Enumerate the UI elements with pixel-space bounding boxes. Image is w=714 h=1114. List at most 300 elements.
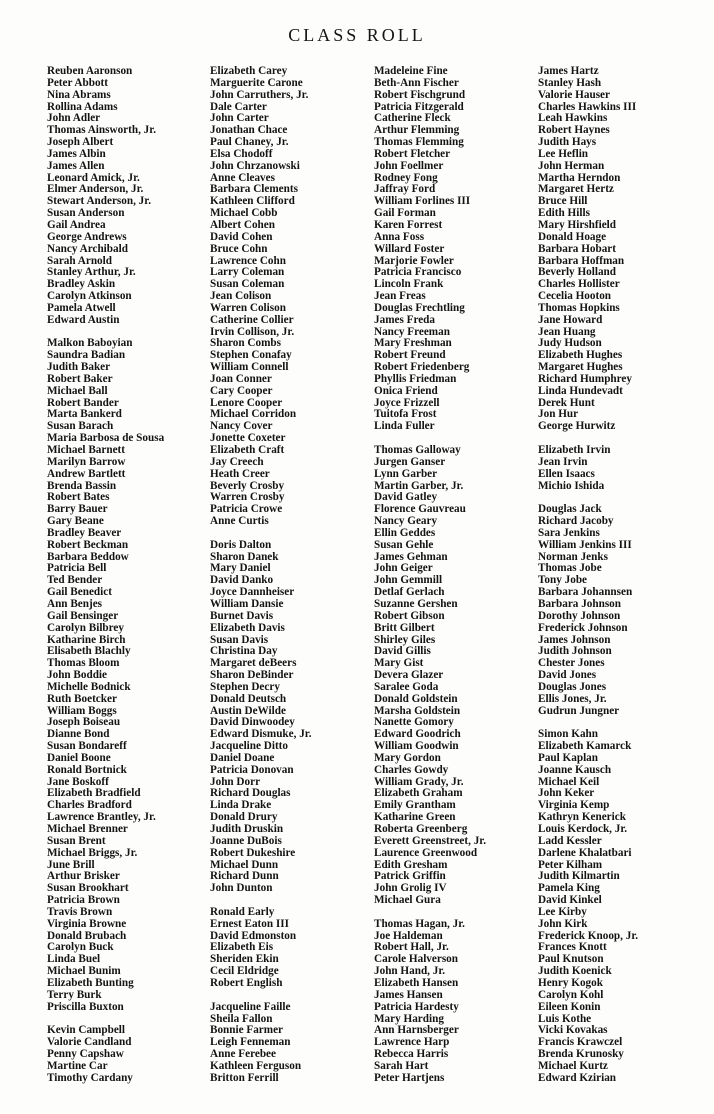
roll-column-4 xyxy=(538,66,638,1085)
student-name: Tuitofa Frost xyxy=(374,408,437,421)
student-name: Jacqueline Ditto xyxy=(210,740,288,753)
student-name: Mary Hirshfield xyxy=(538,218,616,231)
student-name: Kathleen Clifford xyxy=(210,195,295,208)
student-name: Florence Gauvreau xyxy=(374,503,466,516)
student-name: Pamela Atwell xyxy=(47,301,116,314)
student-name: Robert Gibson xyxy=(374,609,445,622)
student-name: Austin DeWilde xyxy=(210,704,286,717)
student-name: Robert Friedenberg xyxy=(374,361,470,374)
student-name: Warren Colison xyxy=(210,301,286,314)
student-name: Marsha Goldstein xyxy=(374,704,461,717)
student-name: Lenore Cooper xyxy=(210,396,283,409)
name-group xyxy=(47,66,164,327)
student-name: Peter Hartjens xyxy=(374,1071,445,1084)
student-name: Sarah Arnold xyxy=(47,254,112,267)
student-name: Robert English xyxy=(210,976,283,989)
student-name: Linda Hundevadt xyxy=(538,384,623,397)
student-name: Charles Hollister xyxy=(538,278,620,291)
student-name: Thomas Bloom xyxy=(47,657,120,670)
student-name: Susan Brent xyxy=(47,834,106,847)
student-name: Andrew Bartlett xyxy=(47,467,126,480)
student-name: Charles Hawkins III xyxy=(538,100,637,113)
student-name: Douglas Jack xyxy=(538,503,602,516)
student-name: Jean Freas xyxy=(374,290,426,303)
student-name: Patricia Brown xyxy=(47,894,120,907)
student-name: Henry Kogok xyxy=(538,976,603,989)
student-name: Elizabeth Irvin xyxy=(538,444,611,456)
student-name: Gail Forman xyxy=(374,207,436,220)
student-name: Susan Barach xyxy=(47,420,114,433)
student-name: Elizabeth Kamarck xyxy=(538,740,632,753)
student-name: Pamela King xyxy=(538,882,600,895)
student-name: Joyce Frizzell xyxy=(374,396,440,409)
student-name: Terry Burk xyxy=(47,988,102,1001)
student-name: Warren Crosby xyxy=(210,491,285,504)
student-name: Joanne Kausch xyxy=(538,763,612,776)
student-name: Robert Bander xyxy=(47,396,119,409)
student-name: Margaret Hughes xyxy=(538,361,623,374)
student-name: Michael Ball xyxy=(47,384,108,397)
student-name: Ernest Eaton III xyxy=(210,917,289,930)
student-name: Roberta Greenberg xyxy=(374,823,468,835)
student-name: Sharon Combs xyxy=(210,337,281,350)
name-group xyxy=(538,729,638,1084)
student-name: Lee Heflin xyxy=(538,147,589,160)
student-name: Ellin Geddes xyxy=(374,526,436,539)
student-name: Patricia Hardesty xyxy=(374,1000,459,1013)
student-name: Bruce Cohn xyxy=(210,242,268,255)
student-name: Barry Bauer xyxy=(47,503,108,516)
student-name: Susan Coleman xyxy=(210,278,285,291)
student-name: Maria Barbosa de Sousa xyxy=(47,432,165,445)
student-name: Joyce Dannheiser xyxy=(210,586,295,599)
student-name: Donald Drury xyxy=(210,811,278,824)
student-name: Thomas Ainsworth, Jr. xyxy=(47,124,156,137)
student-name: Peter Kilham xyxy=(538,858,603,871)
student-name: Rodney Fong xyxy=(374,171,438,184)
student-name: Patricia Francisco xyxy=(374,266,462,279)
student-name: Phyllis Friedman xyxy=(374,372,457,385)
student-name: Detlaf Gerlach xyxy=(374,586,445,599)
student-name: Tony Jobe xyxy=(538,574,588,587)
student-name: Katharine Birch xyxy=(47,633,126,646)
student-name: Barbara Clements xyxy=(210,183,298,196)
student-name: Susan Davis xyxy=(210,633,269,646)
student-name: Judith Baker xyxy=(47,361,111,374)
student-name: Leigh Fenneman xyxy=(210,1036,291,1049)
student-name: Ruth Boetcker xyxy=(47,692,117,705)
student-name: Joan Conner xyxy=(210,372,272,385)
student-name: Albert Cohen xyxy=(210,218,275,231)
student-name: Jonette Coxeter xyxy=(210,432,286,445)
student-name: Douglas Jones xyxy=(538,680,607,693)
page-title: CLASS ROLL xyxy=(288,25,426,45)
student-name: Elizabeth Bradfield xyxy=(47,787,141,800)
student-name: David Danko xyxy=(210,574,274,587)
student-name: Jurgen Ganser xyxy=(374,455,446,468)
student-name: Ann Benjes xyxy=(47,597,103,610)
student-name: John Chrzanowski xyxy=(210,159,300,172)
student-name: Stephen Decry xyxy=(210,680,280,693)
student-name: William Forlines III xyxy=(374,195,471,208)
student-name: Simon Kahn xyxy=(538,728,599,741)
student-name: Edith Gresham xyxy=(374,858,448,871)
student-name: Arthur Flemming xyxy=(374,124,460,137)
student-name: John Grolig IV xyxy=(374,882,447,895)
student-name: Chester Jones xyxy=(538,657,605,670)
student-name: Stanley Hash xyxy=(538,76,602,89)
student-name: Catherine Fleck xyxy=(374,112,451,125)
name-group xyxy=(538,66,638,433)
student-name: John Dorr xyxy=(210,775,261,788)
student-name: Edward Dismuke, Jr. xyxy=(210,728,312,741)
student-name: Judith Johnson xyxy=(538,645,612,658)
student-name: Nanette Gomory xyxy=(374,716,454,729)
student-name: Nancy Cover xyxy=(210,420,273,433)
student-name: Daniel Doane xyxy=(210,751,275,764)
student-name: Dianne Bond xyxy=(47,728,110,741)
student-name: Barbara Hobart xyxy=(538,242,616,255)
student-name: Edward Austin xyxy=(47,313,120,326)
student-name: Jean Colison xyxy=(210,290,272,303)
student-name: Catherine Collier xyxy=(210,313,294,326)
student-name: Ronald Bortnick xyxy=(47,763,127,776)
student-name: Willard Foster xyxy=(374,242,445,255)
student-name: Robert Baker xyxy=(47,372,113,385)
student-name: Michael Cobb xyxy=(210,207,278,220)
student-name: Martha Herndon xyxy=(538,171,621,184)
student-name: Donald Goldstein xyxy=(374,692,458,705)
student-name: Eileen Konin xyxy=(538,1000,601,1013)
student-name: Judith Druskin xyxy=(210,823,284,835)
student-name: David Jones xyxy=(538,669,597,682)
student-name: William Grady, Jr. xyxy=(374,775,464,788)
student-name: Lee Kirby xyxy=(538,905,587,918)
student-name: Thomas Hopkins xyxy=(538,301,620,314)
student-name: Susan Gehle xyxy=(374,538,434,551)
student-name: Anne Ferebee xyxy=(210,1048,276,1061)
student-name: Everett Greenstreet, Jr. xyxy=(374,834,487,847)
student-name: James Johnson xyxy=(538,633,611,646)
name-group xyxy=(210,907,312,990)
name-group xyxy=(538,445,638,492)
student-name: Jean Irvin xyxy=(538,455,588,468)
student-name: Mary Freshman xyxy=(374,337,452,350)
student-name: Margaret Hertz xyxy=(538,183,614,196)
student-name: Sheila Fallon xyxy=(210,1012,273,1025)
name-group xyxy=(374,66,486,433)
student-name: Stephen Conafay xyxy=(210,349,292,362)
student-name: Mary Daniel xyxy=(210,562,271,575)
student-name: Martin Garber, Jr. xyxy=(374,479,464,492)
student-name: Paul Knutson xyxy=(538,953,604,966)
student-name: Elizabeth Carey xyxy=(210,65,288,77)
student-name: Lawrence Harp xyxy=(374,1036,450,1049)
roll-column-3 xyxy=(374,66,486,1085)
student-name: Barbara Johannsen xyxy=(538,586,633,599)
student-name: Anne Curtis xyxy=(210,515,269,528)
student-name: Marguerite Carone xyxy=(210,76,303,89)
student-name: Sarah Hart xyxy=(374,1059,429,1072)
student-name: Sara Jenkins xyxy=(538,526,600,539)
student-name: Nancy Geary xyxy=(374,515,438,528)
student-name: Kevin Campbell xyxy=(47,1024,126,1037)
name-group xyxy=(210,540,312,895)
student-name: George Andrews xyxy=(47,230,127,243)
student-name: William Connell xyxy=(210,361,289,374)
student-name: Patricia Donovan xyxy=(210,763,294,776)
student-name: Rebecca Harris xyxy=(374,1048,449,1061)
student-name: Jane Boskoff xyxy=(47,775,109,788)
student-name: Francis Krawczel xyxy=(538,1036,623,1049)
student-name: Mary Harding xyxy=(374,1012,444,1025)
student-name: Patricia Fitzgerald xyxy=(374,100,464,113)
student-name: Ann Harnsberger xyxy=(374,1024,459,1037)
student-name: Frederick Knoop, Jr. xyxy=(538,929,639,942)
student-name: Michael Gura xyxy=(374,894,441,907)
student-name: John Hand, Jr. xyxy=(374,965,446,978)
student-name: Elisabeth Blachly xyxy=(47,645,131,658)
student-name: Elizabeth Eis xyxy=(210,941,274,954)
student-name: Richard Humphrey xyxy=(538,372,632,385)
student-name: John Gemmill xyxy=(374,574,443,587)
student-name: Katharine Green xyxy=(374,811,456,824)
student-name: Karen Forrest xyxy=(374,218,443,231)
name-group xyxy=(374,445,486,907)
student-name: Bradley Askin xyxy=(47,278,116,291)
student-name: Elizabeth Graham xyxy=(374,787,463,800)
student-name: Barbara Beddow xyxy=(47,550,129,563)
student-name: Daniel Boone xyxy=(47,751,111,764)
student-name: Judith Hays xyxy=(538,136,597,149)
student-name: Richard Douglas xyxy=(210,787,291,800)
student-name: Michael Bunim xyxy=(47,965,121,978)
student-name: Derek Hunt xyxy=(538,396,595,409)
student-name: Heath Creer xyxy=(210,467,270,480)
student-name: Lawrence Cohn xyxy=(210,254,286,267)
student-name: Thomas Jobe xyxy=(538,562,602,575)
student-name: Mary Gordon xyxy=(374,751,441,764)
student-name: Valorie Candland xyxy=(47,1036,132,1049)
name-group xyxy=(47,1025,164,1084)
student-name: Judy Hudson xyxy=(538,337,602,350)
student-name: Joseph Boiseau xyxy=(47,716,121,729)
student-name: Lawrence Brantley, Jr. xyxy=(47,811,156,824)
student-name: Laurence Greenwood xyxy=(374,846,478,859)
student-name: Lincoln Frank xyxy=(374,278,444,291)
student-name: Cary Cooper xyxy=(210,384,273,397)
student-name: John Adler xyxy=(47,112,101,125)
student-name: Mary Gist xyxy=(374,657,424,670)
student-name: Beverly Holland xyxy=(538,266,617,279)
student-name: Ted Bender xyxy=(47,574,103,587)
student-name: Lynn Garber xyxy=(374,467,438,480)
student-name: Suzanne Gershen xyxy=(374,597,458,610)
student-name: John Keker xyxy=(538,787,595,800)
student-name: Gail Benedict xyxy=(47,586,112,599)
student-name: David Gillis xyxy=(374,645,431,658)
student-name: James Freda xyxy=(374,313,436,326)
student-name: Donald Brubach xyxy=(47,929,127,942)
student-name: Marjorie Fowler xyxy=(374,254,454,267)
student-name: Elizabeth Bunting xyxy=(47,976,134,989)
student-name: David Edmonston xyxy=(210,929,297,942)
student-name: Robert Dukeshire xyxy=(210,846,296,859)
student-name: Carolyn Buck xyxy=(47,941,114,954)
student-name: Michio Ishida xyxy=(538,479,605,492)
student-name: Dale Carter xyxy=(210,100,267,113)
student-name: Judith Kilmartin xyxy=(538,870,620,883)
student-name: Jon Hur xyxy=(538,408,579,421)
student-name: Michael Dunn xyxy=(210,858,279,871)
student-name: Edith Hills xyxy=(538,207,590,220)
student-name: Richard Dunn xyxy=(210,870,279,883)
student-name: Luis Kothe xyxy=(538,1012,592,1025)
student-name: James Albin xyxy=(47,147,106,160)
student-name: Stewart Anderson, Jr. xyxy=(47,195,152,208)
student-name: Cecelia Hooton xyxy=(538,290,612,303)
student-name: Nina Abrams xyxy=(47,88,111,101)
student-name: John Dunton xyxy=(210,882,273,895)
student-name: Anna Foss xyxy=(374,230,425,243)
student-name: Onica Friend xyxy=(374,384,438,397)
student-name: John Carter xyxy=(210,112,269,125)
student-name: Saralee Goda xyxy=(374,680,439,693)
student-name: Joe Haldeman xyxy=(374,929,443,942)
student-name: Michael Keil xyxy=(538,775,600,788)
student-name: Dorothy Johnson xyxy=(538,609,621,622)
roll-column-1 xyxy=(47,66,164,1085)
student-name: Carolyn Bilbrey xyxy=(47,621,124,634)
name-group xyxy=(374,919,486,1085)
student-name: Frances Knott xyxy=(538,941,607,954)
student-name: Donald Hoage xyxy=(538,230,607,243)
student-name: Leonard Amick, Jr. xyxy=(47,171,140,184)
student-name: Saundra Badian xyxy=(47,349,126,362)
student-name: Anne Cleaves xyxy=(210,171,275,184)
student-name: Ronald Early xyxy=(210,905,275,918)
student-name: Darlene Khalatbari xyxy=(538,846,632,859)
student-name: Martine Car xyxy=(47,1059,108,1072)
student-name: Charles Gowdy xyxy=(374,763,449,776)
student-name: Louis Kerdock, Jr. xyxy=(538,823,628,835)
student-name: Marilyn Barrow xyxy=(47,455,126,468)
student-name: Jean Huang xyxy=(538,325,596,338)
student-name: Patrick Griffin xyxy=(374,870,446,883)
student-name: Christina Day xyxy=(210,645,278,658)
student-name: James Allen xyxy=(47,159,105,172)
student-name: Margaret deBeers xyxy=(210,657,297,670)
student-name: John Carruthers, Jr. xyxy=(210,88,309,101)
student-name: Jay Creech xyxy=(210,455,264,468)
student-name: James Gehman xyxy=(374,550,448,563)
student-name: Carolyn Kohl xyxy=(538,988,604,1001)
student-name: Leah Hawkins xyxy=(538,112,608,125)
student-name: Stanley Arthur, Jr. xyxy=(47,266,136,279)
student-name: Linda Buel xyxy=(47,953,101,966)
student-name: Beverly Crosby xyxy=(210,479,285,492)
student-name: James Hartz xyxy=(538,65,599,77)
student-name: Robert Bates xyxy=(47,491,110,504)
name-group xyxy=(210,66,312,528)
student-name: John Boddie xyxy=(47,669,108,682)
student-name: Thomas Flemming xyxy=(374,136,464,149)
student-name: Kathryn Kenerick xyxy=(538,811,626,824)
student-name: Sharon Danek xyxy=(210,550,279,563)
student-name: Irvin Collison, Jr. xyxy=(210,325,295,338)
student-name: Thomas Galloway xyxy=(374,444,461,456)
student-name: Britton Ferrill xyxy=(210,1071,279,1084)
student-name: Arthur Brisker xyxy=(47,870,120,883)
student-name: Timothy Cardany xyxy=(47,1071,133,1084)
student-name: June Brill xyxy=(47,858,95,871)
student-name: Shirley Giles xyxy=(374,633,436,646)
student-name: Malkon Baboyian xyxy=(47,337,133,350)
student-name: Patricia Bell xyxy=(47,562,107,575)
student-name: Jaffray Ford xyxy=(374,183,436,196)
student-name: Carole Halverson xyxy=(374,953,458,966)
name-group xyxy=(538,504,638,717)
student-name: David Gatley xyxy=(374,491,438,504)
student-name: David Kinkel xyxy=(538,894,602,907)
student-name: Robert Freund xyxy=(374,349,446,362)
name-group xyxy=(47,338,164,1013)
student-name: Michael Barnett xyxy=(47,444,125,456)
student-name: Beth-Ann Fischer xyxy=(374,76,459,89)
student-name: Bruce Hill xyxy=(538,195,588,208)
student-name: Michael Corridon xyxy=(210,408,297,421)
student-name: Norman Jenks xyxy=(538,550,608,563)
student-name: Charles Bradford xyxy=(47,799,132,812)
student-name: Jane Howard xyxy=(538,313,603,326)
student-name: Judith Koenick xyxy=(538,965,612,978)
name-group xyxy=(210,1002,312,1085)
student-name: Travis Brown xyxy=(47,905,113,918)
student-name: George Hurwitz xyxy=(538,420,616,433)
student-name: Reuben Aaronson xyxy=(47,65,133,77)
student-name: Burnet Davis xyxy=(210,609,274,622)
student-name: Gary Beane xyxy=(47,515,104,528)
student-name: Susan Bondareff xyxy=(47,740,127,753)
student-name: Elmer Anderson, Jr. xyxy=(47,183,144,196)
student-name: James Hansen xyxy=(374,988,443,1001)
student-name: Michelle Bodnick xyxy=(47,680,131,693)
student-name: Nancy Archibald xyxy=(47,242,128,255)
student-name: John Herman xyxy=(538,159,605,172)
student-name: Ellis Jones, Jr. xyxy=(538,692,607,705)
student-name: Brenda Krunosky xyxy=(538,1048,624,1061)
student-name: William Boggs xyxy=(47,704,117,717)
student-name: William Dansie xyxy=(210,597,284,610)
student-name: Bonnie Farmer xyxy=(210,1024,284,1037)
student-name: Gail Andrea xyxy=(47,218,106,231)
student-name: Robert Fischgrund xyxy=(374,88,466,101)
roll-column-2 xyxy=(210,66,312,1085)
student-name: Gudrun Jungner xyxy=(538,704,620,717)
student-name: Patricia Crowe xyxy=(210,503,283,516)
student-name: William Jenkins III xyxy=(538,538,632,551)
student-name: Jonathan Chace xyxy=(210,124,288,137)
student-name: Thomas Hagan, Jr. xyxy=(374,917,465,930)
student-name: Kathleen Ferguson xyxy=(210,1059,302,1072)
student-name: William Goodwin xyxy=(374,740,459,753)
student-name: Valorie Hauser xyxy=(538,88,610,101)
student-name: Paul Chaney, Jr. xyxy=(210,136,289,149)
student-name: Edward Goodrich xyxy=(374,728,461,741)
student-name: John Foellmer xyxy=(374,159,444,172)
student-name: Priscilla Buxton xyxy=(47,1000,124,1013)
student-name: Penny Capshaw xyxy=(47,1048,124,1061)
